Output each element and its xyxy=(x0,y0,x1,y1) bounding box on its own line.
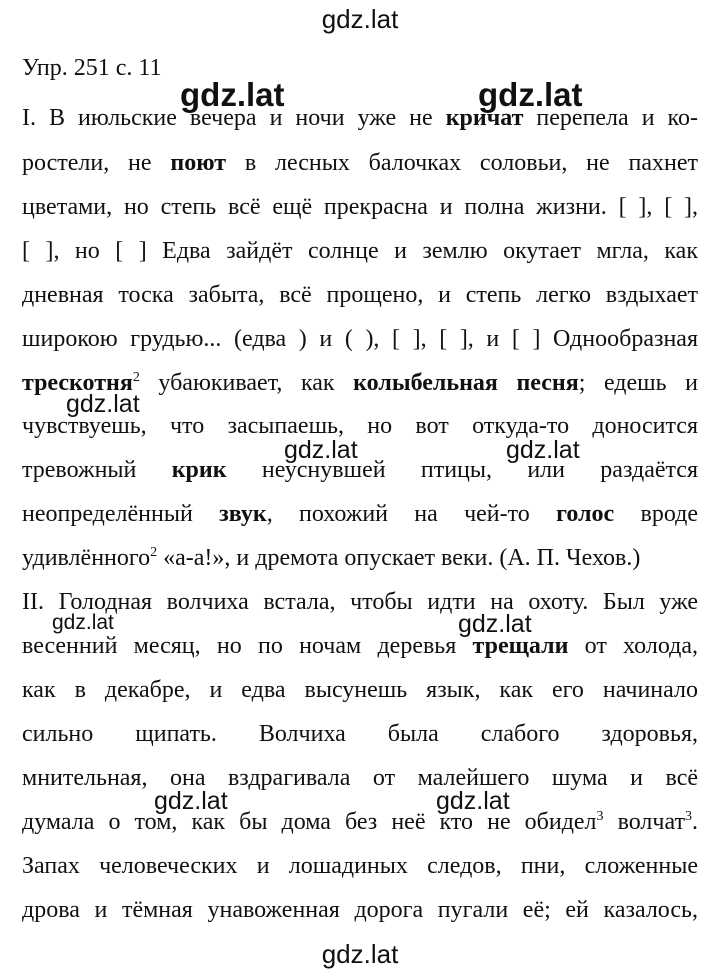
text-line: широкою грудью... (едва ) и ( ), [ ], [ ], и [ ] Однообразная xyxy=(22,326,698,352)
watermark-overlay: gdz.lat xyxy=(66,390,140,418)
text-line: думала о том, как бы дома без неё кто не обидел$^3$ волчат$^3$. xyxy=(22,809,698,835)
exercise-heading: Упр. 251 с. 11 xyxy=(22,55,162,81)
text-line: ростели, не поют в лесных балочках соловьи, не пахнет xyxy=(22,150,698,176)
text-line: дневная тоска забыта, всё прощено, и степь легко вздыхает xyxy=(22,282,698,308)
text-line: [ ], но [ ] Едва зайдёт солнце и землю окутает мгла, как xyxy=(22,238,698,264)
text-line: чувствуешь, что засыпаешь, но вот откуда-то доносится xyxy=(22,413,698,439)
watermark-overlay: gdz.lat xyxy=(506,436,580,464)
highlight-word: звук xyxy=(219,501,267,527)
footnote-mark: 3 xyxy=(596,809,604,824)
watermark-overlay: gdz.lat xyxy=(284,436,358,464)
highlight-word: поют xyxy=(170,150,226,176)
watermark-overlay: gdz.lat xyxy=(154,787,228,815)
watermark-overlay: gdz.lat xyxy=(478,76,583,113)
watermark-overlay: gdz.lat xyxy=(458,610,532,638)
highlight-word: кричат xyxy=(445,105,524,131)
highlight-word: трещали xyxy=(472,633,569,659)
text-line: трескотня$^2$ убаюкивает, как колыбельная песня; едешь и xyxy=(22,370,699,396)
watermark-overlay: gdz.lat xyxy=(180,76,285,113)
text-line: неопределённый звук, похожий на чей-то голос вроде xyxy=(22,501,698,527)
text-line: как в декабре, и едва высунешь язык, как его начинало xyxy=(22,677,698,703)
footnote-mark: 3 xyxy=(685,809,692,824)
watermark-bottom: gdz.lat xyxy=(321,939,399,969)
footnote-mark: 2 xyxy=(150,545,158,560)
highlight-word: крик xyxy=(171,457,227,483)
highlight-word: трескотня xyxy=(22,370,133,396)
footnote-mark: 2 xyxy=(132,370,140,385)
text-line: тревожный крик неуснувшей птицы, или раздаётся xyxy=(22,457,698,483)
text-line: II. Голодная волчиха встала, чтобы идти на охоту. Был уже xyxy=(22,589,698,615)
watermark-top: gdz.lat xyxy=(321,4,399,34)
text-line: дрова и тёмная унавоженная дорога пугали её; ей казалось, xyxy=(22,897,698,923)
text-line: Запах человеческих и лошадиных следов, пни, сложенные xyxy=(22,853,698,879)
watermark-overlay: gdz.lat xyxy=(436,787,510,815)
text-line: мнительная, она вздрагивала от малейшего шума и всё xyxy=(22,765,698,791)
highlight-word: голос xyxy=(556,501,615,527)
text-line: I. В июльские вечера и ночи уже не кричат перепела и ко- xyxy=(22,105,698,131)
text-line: удивлённого$^2$ «а-а!», и дремота опускает веки. (А. П. Чехов.) xyxy=(22,545,641,571)
watermark-overlay: gdz.lat xyxy=(52,611,114,634)
highlight-word: колыбельная песня xyxy=(353,370,579,396)
text-line: цветами, но степь всё ещё прекрасна и полна жизни. [ ], [ ], xyxy=(22,194,698,220)
text-line: весенний месяц, но по ночам деревья трещали от холода, xyxy=(22,633,698,659)
text-line: сильно щипать. Волчиха была слабого здоровья, xyxy=(22,721,698,747)
